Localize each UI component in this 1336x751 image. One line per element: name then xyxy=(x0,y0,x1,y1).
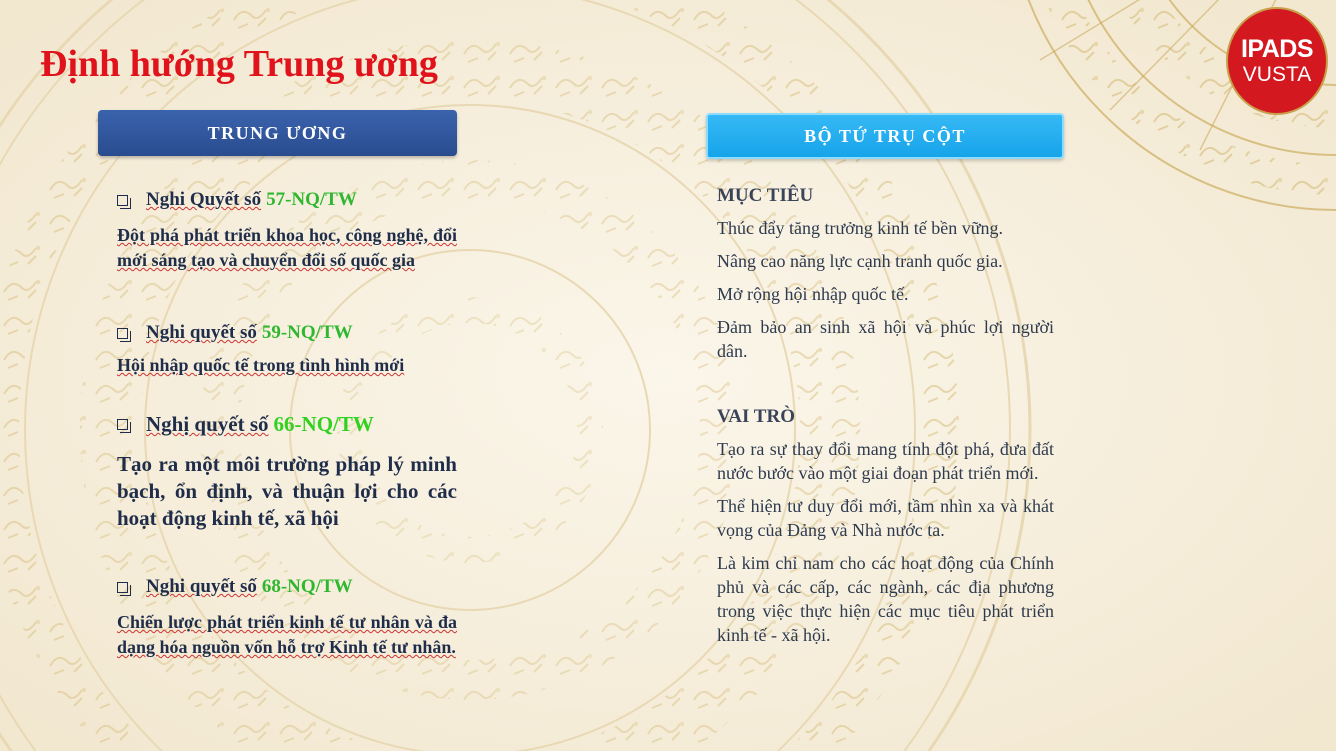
resolution-label: Nghị quyết số xyxy=(146,412,269,436)
resolution-label: Nghi Quyết số xyxy=(146,189,262,210)
checkbox-bullet-icon xyxy=(117,419,128,430)
resolution-description: Hội nhập quốc tế trong tình hình mới xyxy=(117,355,405,375)
resolution-68 xyxy=(117,576,457,660)
objective-item: Thúc đẩy tăng trưởng kinh tế bền vững. xyxy=(717,218,1003,238)
resolution-description: Tạo ra một môi trường pháp lý minh bạch, ổn định, và thuận lợi cho các hoạt động kinh tế, xã hội xyxy=(117,452,457,530)
resolution-description: Chiến lược phát triển kinh tế tư nhân và đa dạng hóa nguồn vốn hỗ trợ Kinh tế tư nhân. xyxy=(117,612,457,657)
slide-title: Định hướng Trung ương xyxy=(40,43,438,85)
central-header: TRUNG ƯƠNG xyxy=(98,110,457,156)
objective-item: Nâng cao năng lực cạnh tranh quốc gia. xyxy=(717,251,1003,271)
objective-item: Đảm bảo an sinh xã hội và phúc lợi người dân. xyxy=(717,317,1054,361)
role-item: Thể hiện tư duy đổi mới, tầm nhìn xa và khát vọng của Đảng và Nhà nước ta. xyxy=(717,496,1054,540)
resolution-heading xyxy=(117,322,457,344)
checkbox-bullet-icon xyxy=(117,195,128,206)
checkbox-bullet-icon xyxy=(117,582,128,593)
resolution-number: 57-NQ/TW xyxy=(266,189,357,210)
checkbox-bullet-icon xyxy=(117,328,128,339)
four-pillars-header: BỘ TỨ TRỤ CỘT xyxy=(706,113,1064,159)
objective-item: Mở rộng hội nhập quốc tế. xyxy=(717,284,909,304)
resolution-59 xyxy=(117,322,457,378)
objectives-section xyxy=(717,185,1054,363)
ipads-vusta-logo xyxy=(1228,9,1326,113)
resolution-number: 66-NQ/TW xyxy=(273,412,374,436)
role-item: Là kim chỉ nam cho các hoạt động của Chính phủ và các cấp, các ngành, các địa phương trong việc thực hiện các mục tiêu phát triển kinh tế - xã hội. xyxy=(717,553,1054,645)
resolution-57 xyxy=(117,189,457,273)
roles-title: VAI TRÒ xyxy=(717,406,795,427)
logo-line-2: VUSTA xyxy=(1242,63,1312,86)
resolution-number: 68-NQ/TW xyxy=(261,576,353,597)
objectives-title: MỤC TIÊU xyxy=(717,185,814,206)
resolution-heading xyxy=(117,412,457,437)
resolution-description: Đột phá phát triển khoa học, công nghệ, đổi mới sáng tạo và chuyển đổi số quốc gia xyxy=(117,225,457,270)
roles-section xyxy=(717,406,1054,647)
resolution-heading xyxy=(117,189,457,211)
role-item: Tạo ra sự thay đổi mang tính đột phá, đưa đất nước bước vào một giai đoạn phát triển mới. xyxy=(717,439,1054,483)
resolution-label: Nghi quyết số xyxy=(146,576,257,597)
resolution-label: Nghi quyết số xyxy=(146,322,257,343)
resolution-heading xyxy=(117,576,457,598)
resolution-number: 59-NQ/TW xyxy=(261,322,353,343)
resolution-66 xyxy=(117,412,457,532)
logo-line-1: IPADS xyxy=(1240,35,1314,63)
